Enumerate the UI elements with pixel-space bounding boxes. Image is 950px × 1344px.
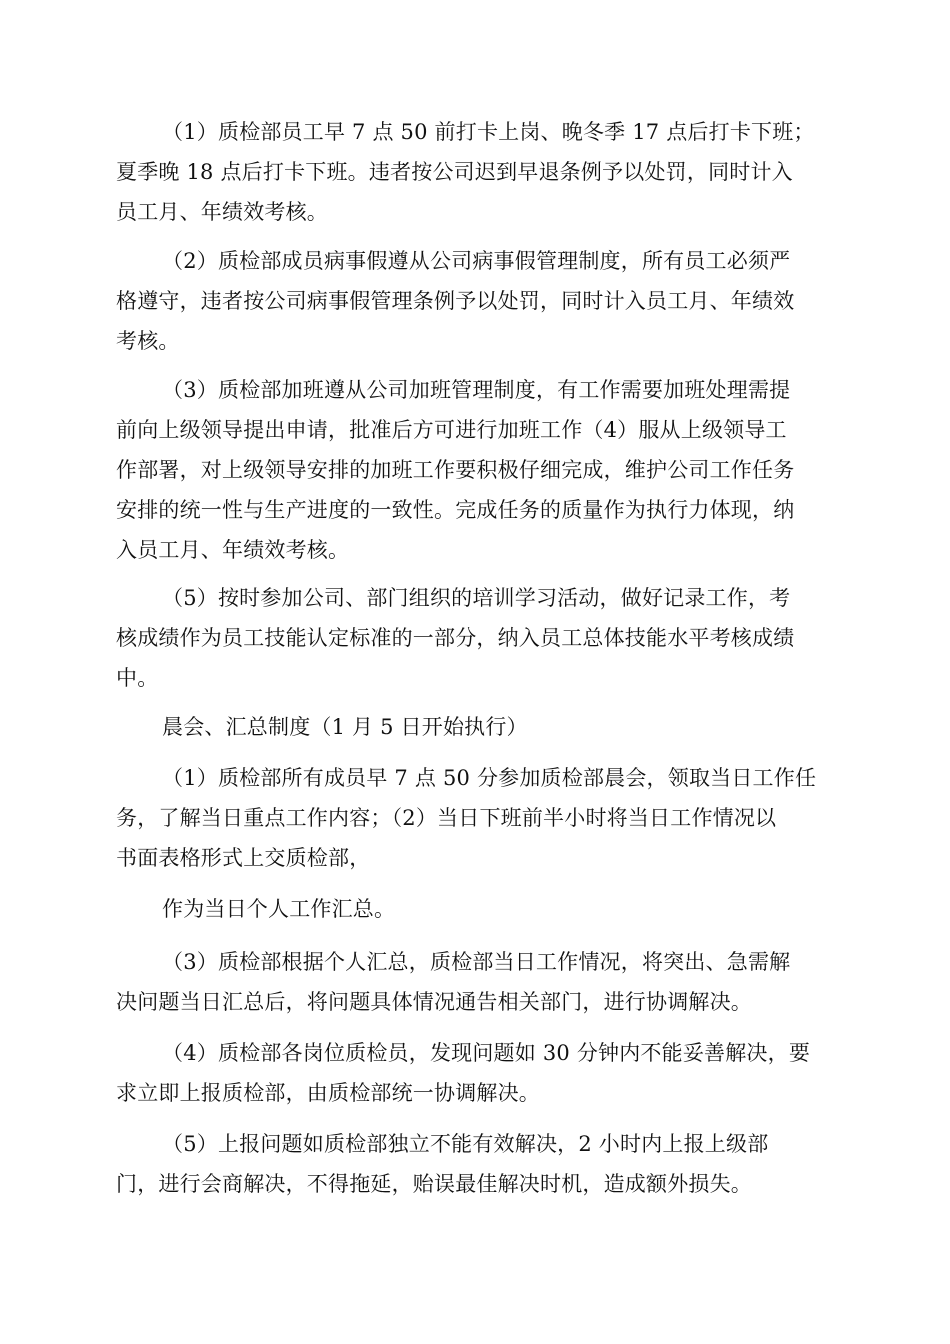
- paragraph-inspector-reporting: [116, 1033, 832, 1113]
- text-line: 核成绩作为员工技能认定标准的一部分，纳入员工总体技能水平考核成绩: [116, 626, 795, 650]
- text-line: 作为当日个人工作汇总。: [162, 897, 396, 921]
- text-line: （3）质检部加班遵从公司加班管理制度，有工作需要加班处理需提: [162, 378, 791, 402]
- text-line: （2）质检部成员病事假遵从公司病事假管理制度，所有员工必须严: [162, 249, 791, 273]
- paragraph-leave: [116, 241, 832, 361]
- paragraph-daily-summary: [116, 889, 832, 929]
- text-line: （4）质检部各岗位质检员，发现问题如 30 分钟内不能妥善解决，要: [162, 1041, 811, 1065]
- text-line: 决问题当日汇总后，将问题具体情况通告相关部门，进行协调解决。: [116, 990, 752, 1014]
- text-line: 务，了解当日重点工作内容；（2）当日下班前半小时将当日工作情况以: [116, 806, 777, 830]
- text-line: 格遵守，违者按公司病事假管理条例予以处罚，同时计入员工月、年绩效: [116, 289, 795, 313]
- text-line: 作部署，对上级领导安排的加班工作要积极仔细完成，维护公司工作任务: [116, 458, 795, 482]
- paragraph-escalation: [116, 1124, 832, 1204]
- text-line: 书面表格形式上交质检部，: [116, 846, 371, 870]
- text-line: 前向上级领导提出申请，批准后方可进行加班工作（4）服从上级领导工: [116, 418, 787, 442]
- text-line: 中。: [116, 666, 159, 690]
- text-line: 夏季晚 18 点后打卡下班。违者按公司迟到早退条例予以处罚，同时计入: [116, 160, 793, 184]
- text-line: 员工月、年绩效考核。: [116, 200, 328, 224]
- text-line: 入员工月、年绩效考核。: [116, 538, 350, 562]
- text-line: 门，进行会商解决，不得拖延，贻误最佳解决时机，造成额外损失。: [116, 1172, 752, 1196]
- text-line: （5）按时参加公司、部门组织的培训学习活动，做好记录工作，考: [162, 586, 791, 610]
- text-line: （3）质检部根据个人汇总，质检部当日工作情况，将突出、急需解: [162, 950, 791, 974]
- text-line: （1）质检部员工早 7 点 50 前打卡上岗、晚冬季 17 点后打卡下班；: [162, 120, 815, 144]
- text-line: 安排的统一性与生产进度的一致性。完成任务的质量作为执行力体现，纳: [116, 498, 795, 522]
- paragraph-morning-meeting: [116, 758, 832, 878]
- paragraph-training: [116, 578, 832, 698]
- heading-text: 晨会、汇总制度（1 月 5 日开始执行）: [162, 715, 528, 739]
- paragraph-attendance: [116, 112, 832, 232]
- text-line: （5）上报问题如质检部独立不能有效解决，2 小时内上报上级部: [162, 1132, 769, 1156]
- text-line: 求立即上报质检部，由质检部统一协调解决。: [116, 1081, 540, 1105]
- text-line: 考核。: [116, 329, 180, 353]
- paragraph-issue-coordination: [116, 942, 832, 1022]
- section-heading-morning-meeting: [116, 707, 832, 747]
- paragraph-overtime: [116, 370, 832, 570]
- text-line: （1）质检部所有成员早 7 点 50 分参加质检部晨会，领取当日工作任: [162, 766, 817, 790]
